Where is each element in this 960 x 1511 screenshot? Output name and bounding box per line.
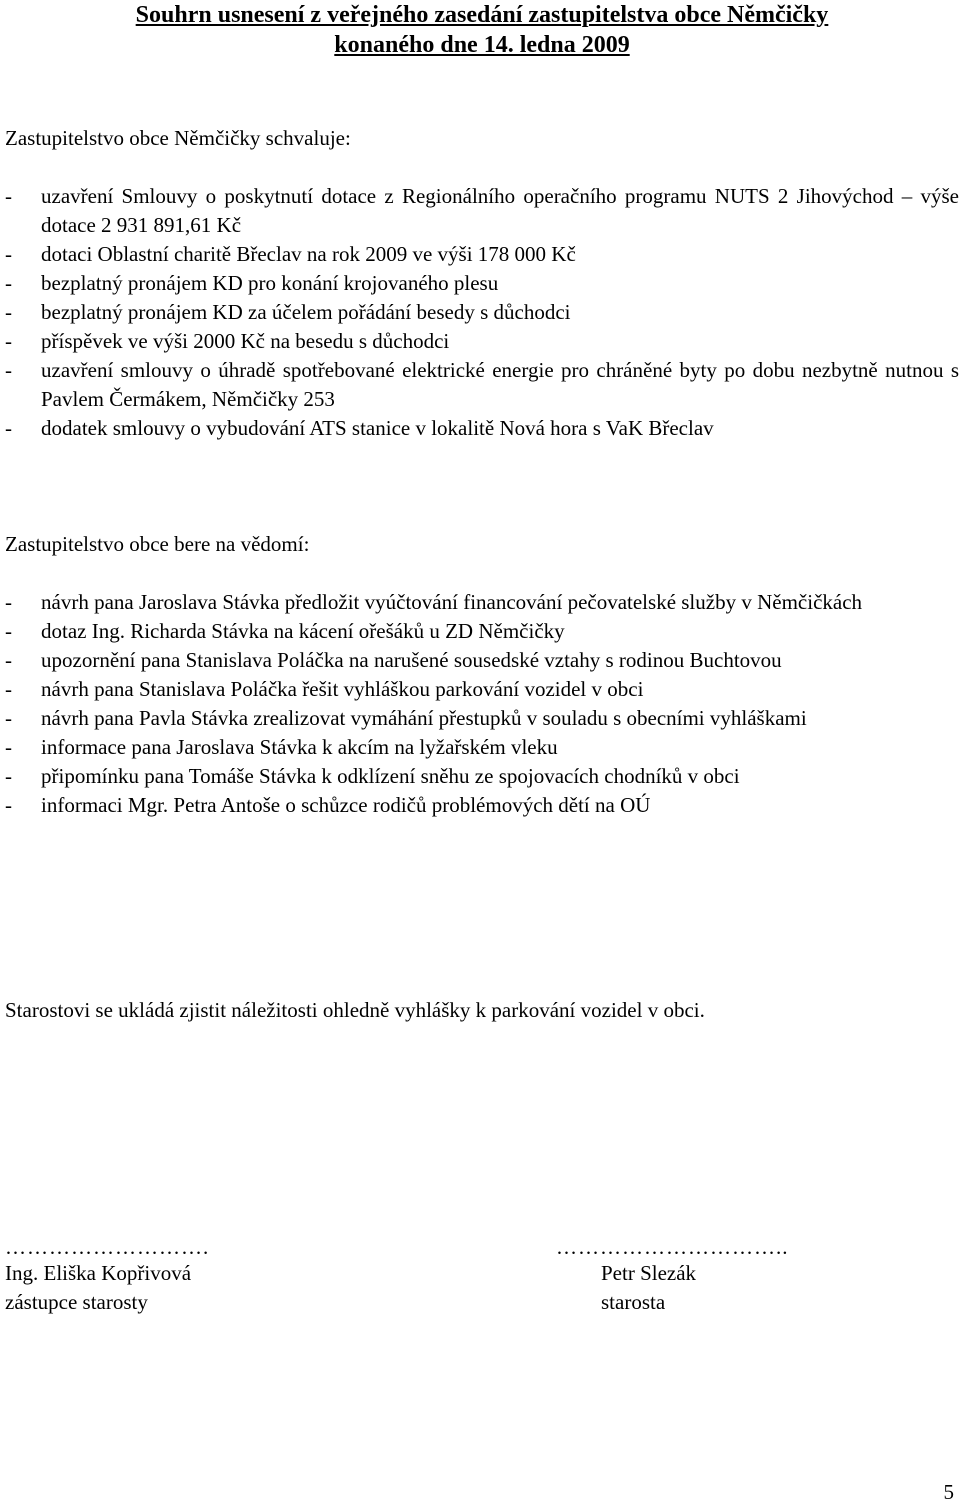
list-item: - dotaci Oblastní charitě Břeclav na rok 2009 ve výši 178 000 Kč bbox=[5, 240, 959, 269]
list-item: - návrh pana Stanislava Poláčka řešit vyhláškou parkování vozidel v obci bbox=[5, 675, 959, 704]
bullet-dash: - bbox=[5, 358, 12, 382]
list-item: - návrh pana Jaroslava Stávka předložit vyúčtování financování pečovatelské služby v Němčičkách bbox=[5, 588, 959, 617]
list-item: - uzavření smlouvy o úhradě spotřebované elektrické energie pro chráněné byty po dobu nezbytně nutnou s Pavlem Čermákem, Němčičky 253 bbox=[5, 358, 959, 411]
notes-list bbox=[5, 588, 959, 820]
list-item: - uzavření Smlouvy o poskytnutí dotace z Regionálního operačního programu NUTS 2 Jihovýchod – výše dotace 2 931 891,61 Kč bbox=[5, 184, 959, 237]
bullet-dash: - bbox=[5, 735, 12, 759]
bullet-dash: - bbox=[5, 764, 12, 788]
approves-list bbox=[5, 182, 959, 443]
bullet-dash: - bbox=[5, 590, 12, 614]
list-item: - dotaz Ing. Richarda Stávka na kácení ořešáků u ZD Němčičky bbox=[5, 617, 959, 646]
title-line-1: Souhrn usnesení z veřejného zasedání zastupitelstva obce Němčičky bbox=[135, 2, 829, 28]
signatory-role-right: starosta bbox=[601, 1290, 666, 1314]
signature-left bbox=[5, 1259, 191, 1317]
signature-line-left: ………………………. bbox=[5, 1235, 210, 1259]
mayor-task: Starostovi se ukládá zjistit náležitosti ohledně vyhlášky k parkování vozidel v obci. bbox=[5, 998, 705, 1022]
approves-heading: Zastupitelstvo obce Němčičky schvaluje: bbox=[5, 126, 351, 150]
list-item: - příspěvek ve výši 2000 Kč na besedu s důchodci bbox=[5, 327, 959, 356]
signatory-name-left: Ing. Eliška Kopřivová bbox=[5, 1261, 192, 1285]
title-line-2: konaného dne 14. ledna 2009 bbox=[334, 32, 630, 58]
list-item: - informace pana Jaroslava Stávka k akcím na lyžařském vleku bbox=[5, 733, 959, 762]
list-item: - bezplatný pronájem KD pro konání krojovaného plesu bbox=[5, 269, 959, 298]
list-item: - návrh pana Pavla Stávka zrealizovat vymáhání přestupků v souladu s obecními vyhláškami bbox=[5, 704, 959, 733]
bullet-dash: - bbox=[5, 416, 12, 440]
bullet-dash: - bbox=[5, 648, 12, 672]
list-item: - bezplatný pronájem KD za účelem pořádání besedy s důchodci bbox=[5, 298, 959, 327]
bullet-dash: - bbox=[5, 300, 12, 324]
bullet-dash: - bbox=[5, 706, 12, 730]
document-title bbox=[0, 0, 960, 60]
notes-heading: Zastupitelstvo obce bere na vědomí: bbox=[5, 532, 310, 556]
bullet-dash: - bbox=[5, 242, 12, 266]
list-item: - připomínku pana Tomáše Stávka k odklízení sněhu ze spojovacích chodníků v obci bbox=[5, 762, 959, 791]
list-item: - dodatek smlouvy o vybudování ATS stanice v lokalitě Nová hora s VaK Břeclav bbox=[5, 414, 959, 443]
bullet-dash: - bbox=[5, 271, 12, 295]
signatory-name-right: Petr Slezák bbox=[601, 1261, 697, 1285]
bullet-dash: - bbox=[5, 677, 12, 701]
list-item: - upozornění pana Stanislava Poláčka na narušené sousedské vztahy s rodinou Buchtovou bbox=[5, 646, 959, 675]
signature-line-right: ………………………….. bbox=[556, 1235, 789, 1259]
signature-right bbox=[601, 1259, 696, 1317]
bullet-dash: - bbox=[5, 619, 12, 643]
bullet-dash: - bbox=[5, 184, 12, 208]
list-item: - informaci Mgr. Petra Antoše o schůzce rodičů problémových dětí na OÚ bbox=[5, 791, 959, 820]
bullet-dash: - bbox=[5, 793, 12, 817]
signatory-role-left: zástupce starosty bbox=[5, 1290, 148, 1314]
page-number: 5 bbox=[943, 1480, 954, 1504]
bullet-dash: - bbox=[5, 329, 12, 353]
